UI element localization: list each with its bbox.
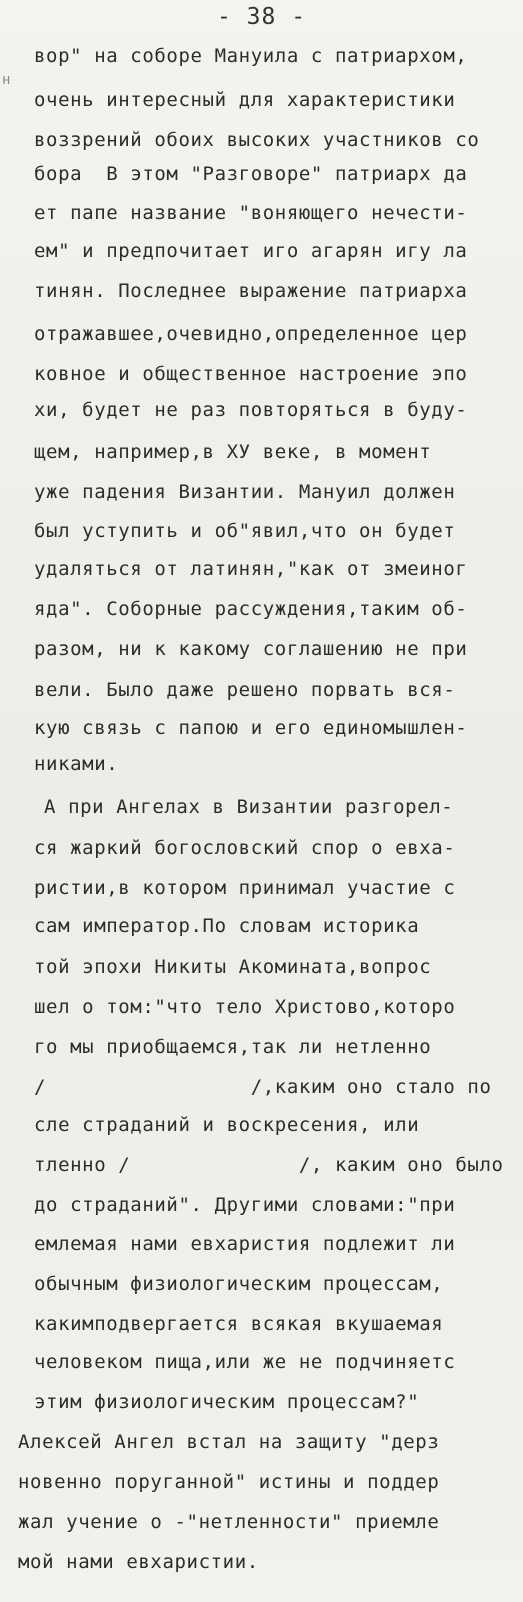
text-line: разом, ни к какому соглашению не при [34,638,468,660]
text-line: той эпохи Никиты Акомината,вопрос [34,956,432,978]
text-line: го мы приобщаемся,так ли нетленно [34,1036,432,1058]
text-line: ся жаркий богословский спор о евха- [34,837,456,859]
text-line: тинян. Последнее выражение патриарха [34,280,468,302]
text-line: сам император.По словам историка [34,915,420,937]
text-line: обычным физиологическим процессам, [34,1273,444,1295]
text-line: яда". Соборные рассуждения,таким об- [34,598,468,620]
text-line: хи, будет не раз повторяться в буду- [34,399,468,421]
text-line: ет папе название "воняющего нечести- [34,202,468,224]
text-line: мой нами евхаристии. [18,1551,259,1573]
text-line: емлемая нами евхаристия подлежит ли [34,1233,456,1255]
text-line: уже падения Византии. Мануил должен [34,481,456,503]
text-line: жал учение о -"нетленности" приемле [18,1511,440,1533]
text-line: отражавшее,очевидно,определенное цер [34,323,468,345]
text-line: вор" на соборе Мануила с патриархом, [34,45,468,67]
text-line: никами. [34,753,119,775]
text-line: новенно поруганной" истины и поддер [18,1471,440,1493]
text-line: / /,каким оно стало по [34,1076,492,1098]
text-line: ковное и общественное настроение эпо [34,363,468,385]
text-line: сле страданий и воскресения, или [34,1114,420,1136]
text-line: щем, например,в ХУ веке, в момент [34,441,432,463]
text-line: вели. Было даже решено порвать вся- [34,679,456,701]
text-line: этим физиологическим процессам?" [34,1391,420,1413]
text-line: до страданий". Другими словами:"при [34,1194,456,1216]
text-line: тленно / /, каким оно было [34,1154,504,1176]
text-line: очень интересный для характеристики [34,89,456,111]
text-line: шел о том:"что тело Христово,которо [34,996,456,1018]
text-line: человеком пища,или же не подчиняетс [34,1351,456,1373]
text-line: какимподвергается всякая вкушаемая [34,1313,444,1335]
text-line: ем" и предпочитает иго агарян игу ла [34,240,468,262]
text-line: был уступить и об"явил,что он будет [34,520,456,542]
text-line: бора В этом "Разговоре" патриарх да [34,163,468,185]
page-number: - 38 - [216,4,307,30]
text-line: кую связь с папою и его единомышлен- [34,717,468,739]
text-line: ристии,в котором принимал участие с [34,877,456,899]
text-line: воззрений обоих высоких участников со [34,129,480,151]
text-line: А при Ангелах в Византии разгорел- [44,796,454,818]
margin-mark: н [2,72,11,88]
text-line: удаляться от латинян,"как от змеиног [34,558,468,580]
text-line: Алексей Ангел встал на защиту "дерз [18,1431,440,1453]
